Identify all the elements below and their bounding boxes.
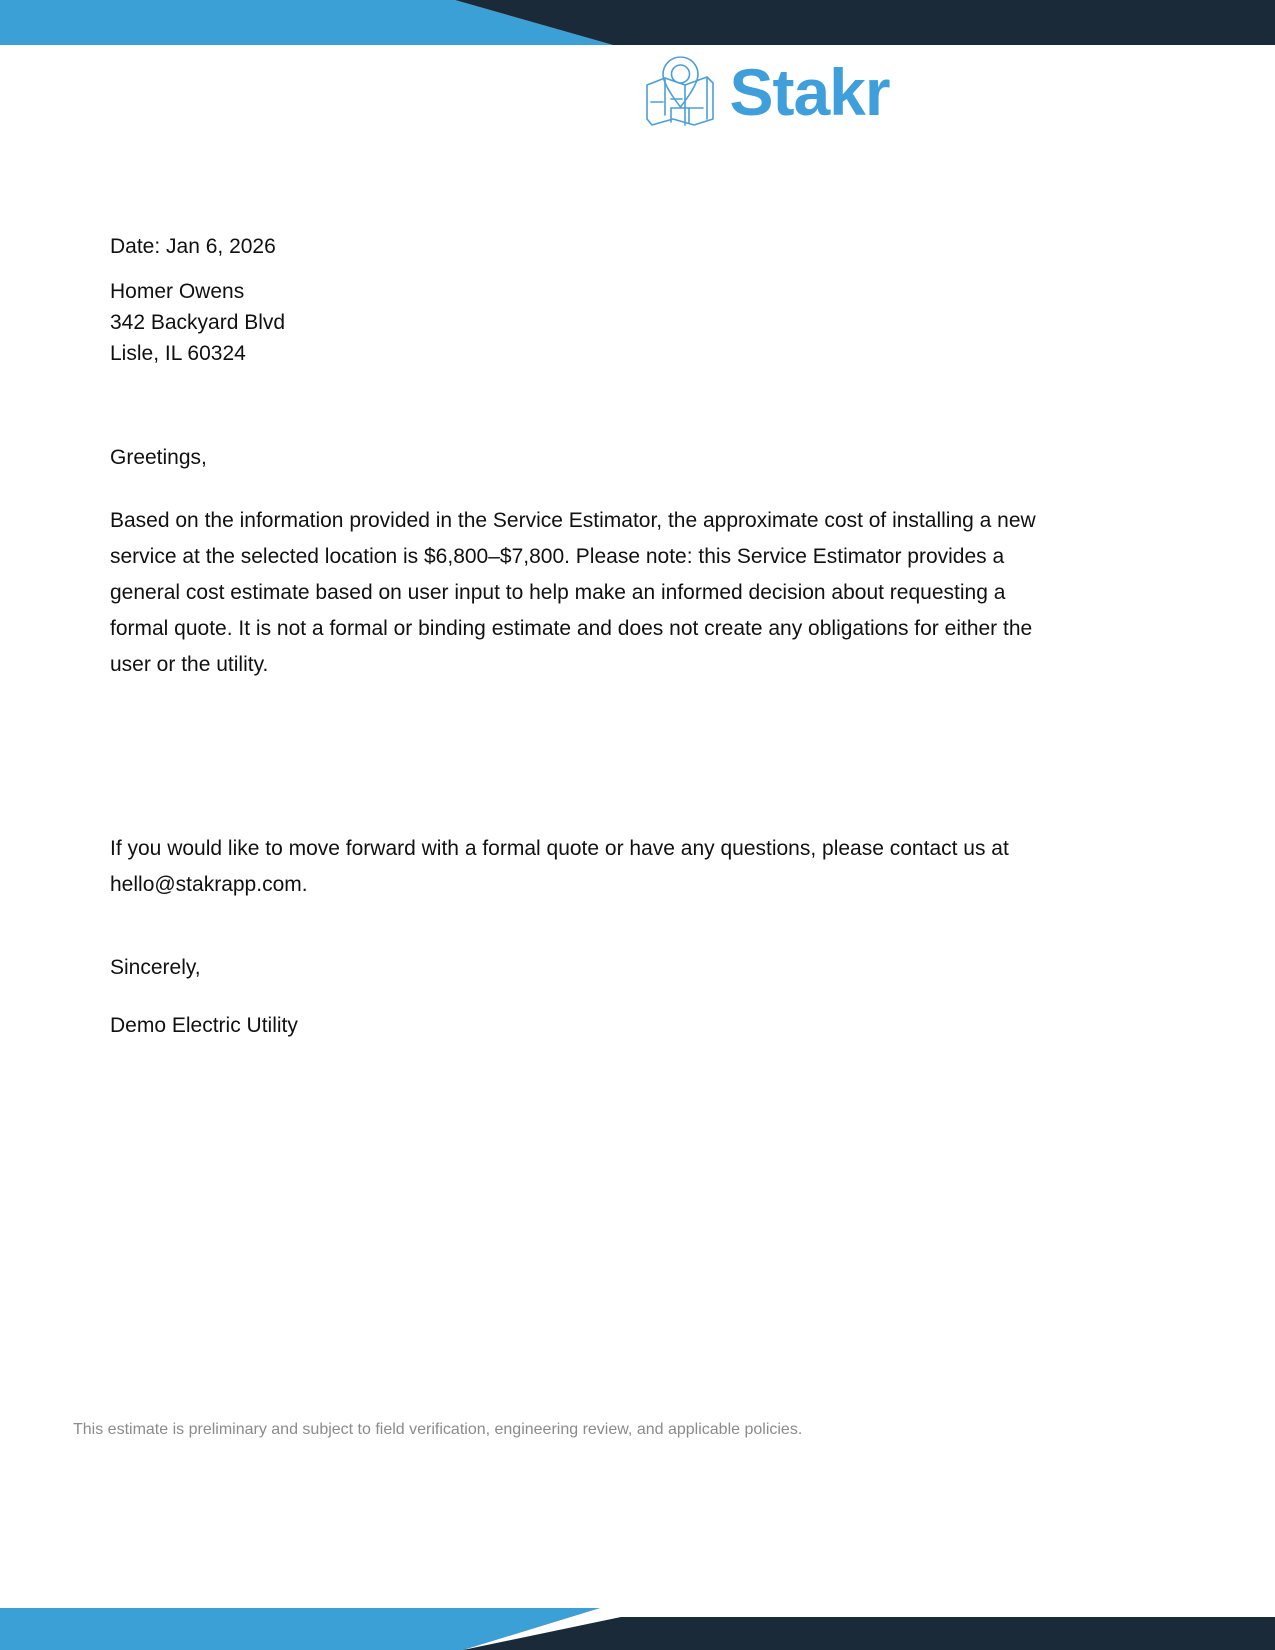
letter-sign-off: Sincerely, — [110, 956, 201, 979]
brand-wordmark: Stakr — [729, 55, 890, 129]
map-pin-icon — [641, 52, 719, 133]
letter-body-paragraph: Based on the information provided in the Service Estimator, the approximate cost of installing a new service at the selected location is $6,800–$7,800. Please note: this Service Estimator provides a general cost estimate based on user input to help make an informed decision about requesting a formal quote. It is not a formal or binding estimate and does not create any obligations for either the user or the utility. — [110, 509, 1036, 676]
letter-greeting: Greetings, — [110, 446, 207, 469]
letter-body — [110, 232, 1040, 1041]
footer-disclaimer: This estimate is preliminary and subject to field verification, engineering review, and applicable policies. — [73, 1421, 803, 1438]
brand-logo — [0, 46, 1275, 138]
recipient-name: Homer Owens — [110, 280, 245, 303]
recipient-address — [110, 276, 1040, 369]
header-banner-graphic — [0, 0, 1275, 45]
footer-banner — [0, 1570, 1275, 1650]
footer-banner-graphic — [0, 1570, 1275, 1650]
letter-date: Date: Jan 6, 2026 — [110, 235, 276, 258]
recipient-city-state-zip: Lisle, IL 60324 — [110, 342, 246, 365]
header-banner — [0, 0, 1275, 45]
letter-signer: Demo Electric Utility — [110, 1014, 298, 1037]
recipient-street: 342 Backyard Blvd — [110, 311, 286, 334]
letter-closing-paragraph: If you would like to move forward with a formal quote or have any questions, please contact us at hello@stakrapp.com. — [110, 837, 1009, 896]
